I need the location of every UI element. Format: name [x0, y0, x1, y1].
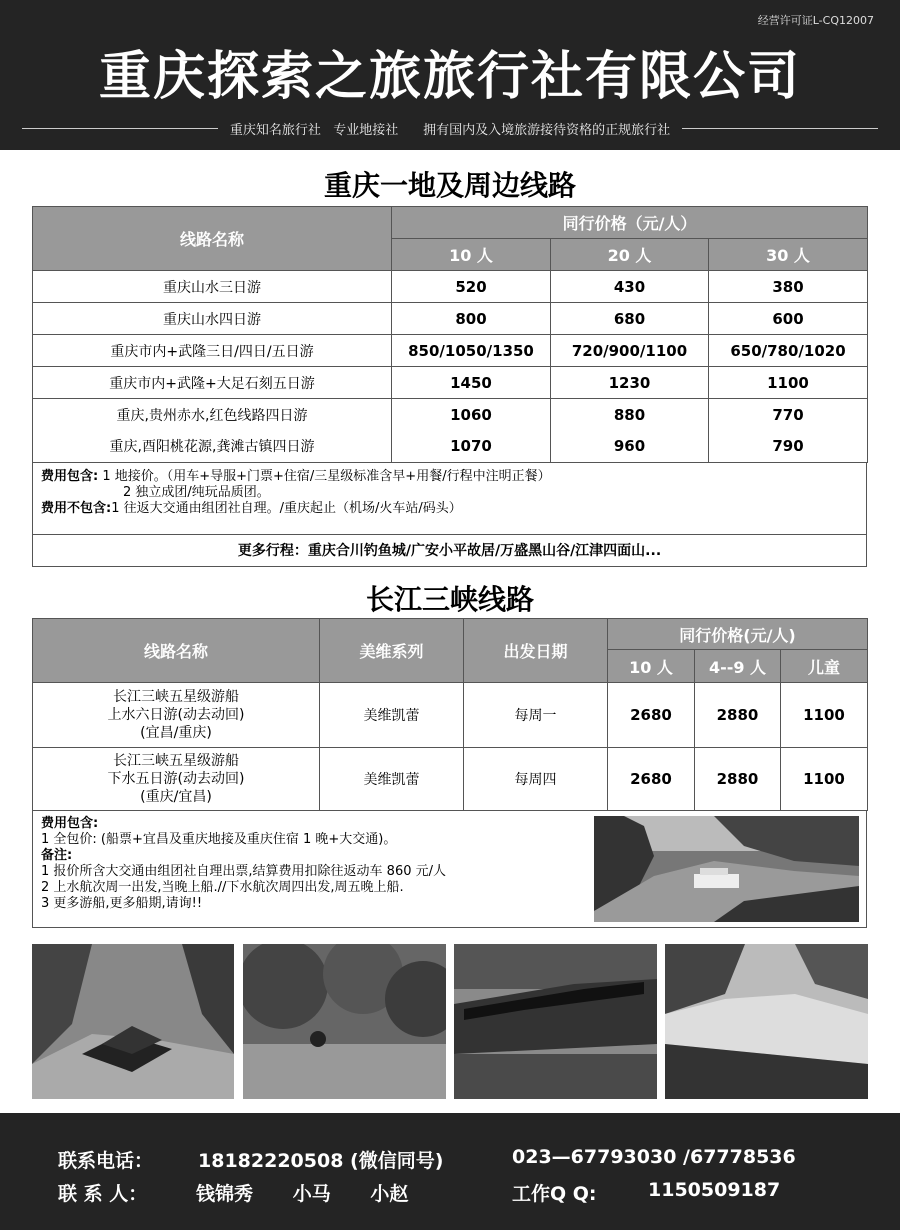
fee-exclude-text: 1 往返大交通由组团社自理。/重庆起止（机场/火车站/码头） — [111, 501, 462, 516]
col-departure: 出发日期 — [464, 619, 608, 683]
route-name-line: (宜昌/重庆) — [140, 725, 212, 741]
cruise-ship-photo — [594, 816, 859, 922]
contact-label: 联 系 人： — [58, 1183, 148, 1205]
price-child: 1100 — [781, 683, 868, 748]
price-4-9: 2880 — [695, 748, 781, 811]
route-name: 重庆,酉阳桃花源,龚滩古镇四日游 — [33, 431, 392, 463]
qq-number[interactable]: 1150509187 — [648, 1179, 781, 1201]
fee-include-text: 1 地接价。（用车+导服+门票+住宿/三星级标准含早+用餐/行程中注明正餐） — [98, 469, 551, 484]
route-name-line: 长江三峡五星级游船 — [113, 689, 239, 705]
header-banner — [0, 0, 900, 150]
local-routes-table — [32, 206, 868, 463]
col-route-name: 线路名称 — [33, 207, 392, 271]
section1-title: 重庆一地及周边线路 — [323, 169, 576, 202]
fee-exclude-line — [41, 501, 858, 517]
col-price: 同行价格（元/人） — [392, 207, 868, 239]
col-price: 同行价格(元/人) — [608, 619, 868, 650]
col-route-name: 线路名称 — [33, 619, 320, 683]
river-gorge-photo — [665, 944, 868, 1099]
price-10: 800 — [392, 303, 551, 335]
col-30-people: 30 人 — [709, 239, 868, 271]
price-10: 2680 — [608, 748, 695, 811]
note-line: 1 全包价: (船票+宜昌及重庆地接及重庆住宿 1 晚+大交通)。 — [41, 832, 397, 847]
route-name: 重庆山水四日游 — [33, 303, 392, 335]
divider — [22, 128, 218, 129]
note-line: 1 报价所含大交通由组团社自理出票,结算费用扣除往返动车 860 元/人 — [41, 864, 446, 879]
col-child: 儿童 — [781, 650, 868, 683]
route-name: 重庆,贵州赤水,红色线路四日游 — [33, 399, 392, 431]
company-name: 重庆探索之旅旅行社有限公司 — [98, 46, 801, 107]
phone-number[interactable]: 18182220508 (微信同号) — [198, 1150, 444, 1172]
price-20: 430 — [551, 271, 709, 303]
route-name: 重庆山水三日游 — [33, 271, 392, 303]
contact-names: 钱锦秀 小马 小赵 — [196, 1183, 409, 1205]
series: 美维凯蕾 — [320, 748, 464, 811]
price-20: 960 — [551, 431, 709, 463]
price-child: 1100 — [781, 748, 868, 811]
col-20-people: 20 人 — [551, 239, 709, 271]
lake-village-photo — [243, 944, 446, 1099]
fee-notes — [32, 462, 867, 535]
old-town-photo — [454, 944, 657, 1099]
table-row — [33, 367, 868, 399]
note-line: 3 更多游船,更多船期,请询!! — [41, 896, 203, 911]
phone-label: 联系电话： — [58, 1150, 154, 1172]
price-10: 850/1050/1350 — [392, 335, 551, 367]
col-10-people: 10 人 — [392, 239, 551, 271]
price-4-9: 2880 — [695, 683, 781, 748]
price-10: 1060 — [392, 399, 551, 431]
price-30: 380 — [709, 271, 868, 303]
departure: 每周四 — [464, 748, 608, 811]
price-30: 790 — [709, 431, 868, 463]
table-row — [33, 399, 868, 431]
contact-footer — [0, 1113, 900, 1230]
price-20: 680 — [551, 303, 709, 335]
fee-include-line — [41, 469, 858, 485]
price-10: 2680 — [608, 683, 695, 748]
table-row — [33, 683, 868, 748]
route-name — [33, 748, 320, 811]
fee-include-label: 费用包含: — [41, 469, 99, 484]
table-row — [33, 748, 868, 811]
note-line: 2 上水航次周一出发,当晚上船.//下水航次周四出发,周五晚上船. — [41, 880, 404, 895]
tagline-text: 重庆知名旅行社 专业地接社 拥有国内及入境旅游接待资格的正规旅行社 — [229, 122, 671, 138]
price-30: 770 — [709, 399, 868, 431]
more-routes: 更多行程：重庆合川钓鱼城/广安小平故居/万盛黑山谷/江津四面山... — [32, 534, 867, 567]
col-10-people: 10 人 — [608, 650, 695, 683]
route-name: 重庆市内+武隆+大足石刻五日游 — [33, 367, 392, 399]
route-name-line: (重庆/宜昌) — [140, 789, 212, 805]
fee-include-line-2: 2 独立成团/纯玩品质团。 — [123, 485, 270, 500]
yangtze-routes-table — [32, 618, 868, 811]
route-name-line: 下水五日游(动去动回) — [107, 771, 245, 787]
route-name: 重庆市内+武隆三日/四日/五日游 — [33, 335, 392, 367]
price-10: 1070 — [392, 431, 551, 463]
table-row — [33, 303, 868, 335]
col-4-9-people: 4--9 人 — [695, 650, 781, 683]
price-20: 880 — [551, 399, 709, 431]
divider — [682, 128, 878, 129]
route-name — [33, 683, 320, 748]
ancient-temple-photo — [32, 944, 234, 1099]
series: 美维凯蕾 — [320, 683, 464, 748]
qq-label: 工作Q Q: — [512, 1183, 597, 1205]
price-30: 1100 — [709, 367, 868, 399]
table-row — [33, 431, 868, 463]
price-10: 1450 — [392, 367, 551, 399]
landline-number[interactable]: 023—67793030 /67778536 — [512, 1146, 796, 1168]
departure: 每周一 — [464, 683, 608, 748]
price-20: 720/900/1100 — [551, 335, 709, 367]
section2-title: 长江三峡线路 — [365, 583, 534, 616]
tagline — [22, 118, 878, 138]
route-name-line: 上水六日游(动去动回) — [107, 707, 245, 723]
price-20: 1230 — [551, 367, 709, 399]
col-series: 美维系列 — [320, 619, 464, 683]
note-line: 费用包含: — [41, 816, 99, 831]
note-line: 备注: — [41, 848, 73, 863]
price-30: 650/780/1020 — [709, 335, 868, 367]
price-10: 520 — [392, 271, 551, 303]
table-row — [33, 335, 868, 367]
table-row — [33, 271, 868, 303]
price-30: 600 — [709, 303, 868, 335]
fee-exclude-label: 费用不包含: — [41, 501, 112, 516]
route-name-line: 长江三峡五星级游船 — [113, 753, 239, 769]
license-number: 经营许可证L-CQ12007 — [757, 14, 874, 27]
